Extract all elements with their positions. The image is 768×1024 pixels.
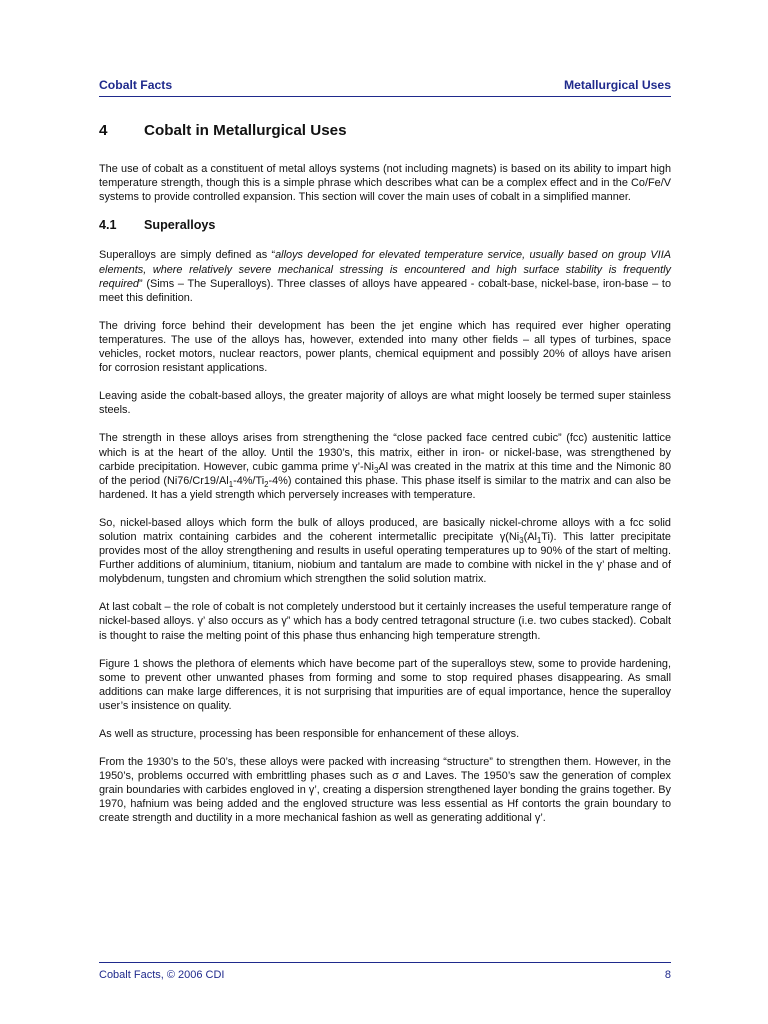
page-number: 8 [664,969,671,981]
header-right-title: Metallurgical Uses [563,78,671,92]
subscript: 3 [519,536,524,546]
text-run: Ti). This latter precipitate provides most of the alloy strengthening and results in useful operating temperatures up to 90% of the start of melting. Further additions of aluminium, titanium, niobium and tantalum are made to combine with nickel in the γ’ phase and of molybdenum, tungsten and chromium which strengthen the solid solution matrix. [99,530,671,586]
intro-paragraph: The use of cobalt as a constituent of metal alloys systems (not including magnets) is based on its ability to impart high temperature strength, though this is a simple phrase which describes what can be a complex effect and in the Co/Fe/V systems to provide controlled expansion. This section will cover the main uses of cobalt in a simplified manner. [99,163,671,204]
paragraph-nickel-based [99,516,671,586]
paragraph-stainless: Leaving aside the cobalt-based alloys, the greater majority of alloys are what might loosely be termed super stainless steels. [99,390,671,417]
subscript: 3 [373,465,379,475]
paragraph-driving-force: The driving force behind their development has been the jet engine which has required ever higher operating temperatures. The use of the alloys has, however, extended into many other fields – all types of turbines, space vehicles, rocket motors, nuclear reactors, power plants, chemical equipment and possibly 20% of alloys have arisen for corrosion resistant applications. [99,319,671,375]
footer-copyright: Cobalt Facts, © 2006 CDI [99,969,225,981]
paragraph-definition [99,248,671,304]
quoted-definition: alloys developed for elevated temperature service, usually based on group VIIA elements, where relatively severe mechanical stressing is encountered and high surface stability is frequently required [99,249,671,290]
page-content [99,124,671,840]
paragraph-cobalt-role: At last cobalt – the role of cobalt is not completely understood but it certainly increases the useful temperature range of nickel-based alloys. γ’ also occurs as γ” which has a body centred tetragonal structure (i.e. two cubes stacked). Cobalt is thought to raise the melting point of this phase thus enhancing high temperature strength. [99,601,671,642]
section-heading [99,124,671,138]
text-run: ” (Sims – The Superalloys). Three classes of alloys have appeared - cobalt-base, nickel-base, iron-base – to meet this definition. [99,277,671,304]
page-header [99,78,671,97]
text-run: The strength in these alloys arises from strengthening the “close packed face centred cubic” (fcc) austenitic lattice which is at the heart of the alloy. Until the 1930’s, this matrix, either in iron- or nickel-base, was strengthened by carbide precipitation. However, cubic gamma prime γ’-Ni [99,432,671,473]
subscript: 2 [264,479,269,489]
paragraph-history: From the 1930’s to the 50’s, these alloys were packed with increasing “structure” to strengthen them. However, in the 1950’s, problems occurred with embrittling phases such as σ and Laves. The 1950’s saw the generation of complex grain boundaries with carbides engloved in γ’, creating a dispersion strengthened layer bonding the grains together. By 1970, hafnium was being added and the engloved structure was less essential as Hf contorts the grain boundary to create strength and ductility in a more mechanical fashion as well as generating additional γ’. [99,756,671,825]
text-run: -4%) contained this phase. This phase itself is similar to the matrix and can also be hardened. It has a yield strength which perversely increases with temperature. [99,474,671,501]
paragraph-figure-reference: Figure 1 shows the plethora of elements which have become part of the superalloys stew, some to provide hardening, some to prevent other unwanted phases from forming and some to stop required phases disappearing. As small additions can make large differences, it is not surprising that impurities are of equal importance, hence the superalloy user’s insistence on quality. [99,657,671,712]
paragraph-processing: As well as structure, processing has been responsible for enhancement of these alloys. [99,728,520,740]
text-run: (Al [523,530,537,543]
subscript: 1 [228,479,234,489]
subsection-title: Superalloys [144,218,216,233]
section-number: 4 [99,122,108,139]
section-title: Cobalt in Metallurgical Uses [144,122,347,139]
header-left-title: Cobalt Facts [99,78,173,92]
paragraph-strength [99,431,671,501]
page-footer [99,962,671,981]
subsection-heading [99,218,671,232]
subsection-number: 4.1 [99,218,117,233]
text-run: So, nickel-based alloys which form the bulk of alloys produced, are basically nickel-chrome alloys with a fcc solid solution matrix containing carbides and the coherent intermetallic precipitate γ(Ni [99,516,671,543]
text-run: Superalloys are simply defined as “ [99,249,276,262]
subscript: 1 [536,536,542,546]
text-run: Al was created in the matrix at this time and the Nimonic 80 of the period (Ni76/Cr19/Al [99,460,671,487]
text-run: -4%/Ti [233,474,265,487]
